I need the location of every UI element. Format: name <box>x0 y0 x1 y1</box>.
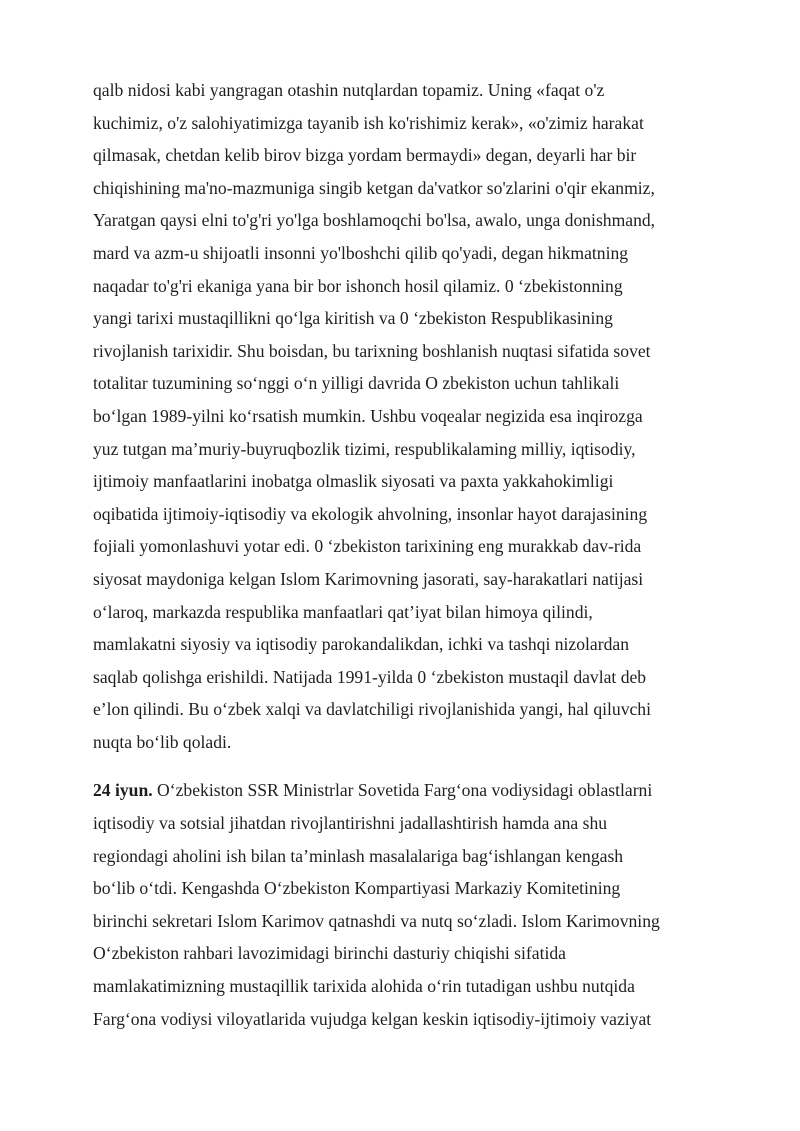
text-line: iqtisodiy va sotsial jihatdan rivojlantirishni jadallashtirish hamda ana shu <box>93 813 608 834</box>
text-line: rivojlanish tarixidir. Shu boisdan, bu tarixning boshlanish nuqtasi sifatida sovet <box>93 340 651 361</box>
text-line-first <box>93 774 713 807</box>
text-line: Yaratgan qaysi elni to'g'ri yo'lga boshlamoqchi bo'lsa, awalo, unga donishmand, <box>93 210 656 231</box>
text-line: O‘zbekiston rahbari lavozimidagi birinchi dasturiy chiqishi sifatida <box>93 943 566 964</box>
paragraph-2 <box>93 774 713 1035</box>
text-line-rest: O‘zbekiston SSR Ministrlar Sovetida Farg‘ona vodiysidagi oblastlarni <box>152 780 653 801</box>
entry-date: 24 iyun. <box>93 780 153 801</box>
text-line: yuz tutgan ma’muriy-buyruqbozlik tizimi, respublikalaming milliy, iqtisodiy, <box>93 438 636 459</box>
text-line: qalb nidosi kabi yangragan otashin nutqlardan topamiz. Uning «faqat o'z <box>93 80 605 100</box>
document-page <box>93 74 713 1035</box>
text-line: o‘laroq, markazda respublika manfaatlari qat’iyat bilan himoya qilindi, <box>93 601 593 622</box>
text-line: chiqishining ma'no-mazmuniga singib ketgan da'vatkor so'zlarini o'qir ekanmiz, <box>93 177 655 198</box>
text-line: bo‘lib o‘tdi. Kengashda O‘zbekiston Kompartiyasi Markaziy Komitetining <box>93 878 621 899</box>
text-line: fojiali yomonlashuvi yotar edi. 0 ‘zbekiston tarixining eng murakkab dav-rida <box>93 536 642 557</box>
paragraph-spacer <box>93 758 713 774</box>
text-line: siyosat maydoniga kelgan Islom Karimovning jasorati, say-harakatlari natijasi <box>93 568 644 589</box>
text-line: birinchi sekretari Islom Karimov qatnashdi va nutq so‘zladi. Islom Karimovning <box>93 910 660 931</box>
text-line: kuchimiz, o'z salohiyatimizga tayanib ish ko'rishimiz kerak», «o'zimiz harakat <box>93 112 644 133</box>
text-line: ijtimoiy manfaatlarini inobatga olmaslik siyosati va paxta yakkahokimligi <box>93 471 614 492</box>
text-line: e’lon qilindi. Bu o‘zbek xalqi va davlatchiligi rivojlanishida yangi, hal qiluvchi <box>93 699 651 720</box>
text-line: mamlakatimizning mustaqillik tarixida alohida o‘rin tutadigan ushbu nutqida <box>93 976 635 997</box>
text-line: nuqta bo‘lib qoladi. <box>93 731 232 752</box>
text-line: oqibatida ijtimoiy-iqtisodiy va ekologik ahvolning, insonlar hayot darajasining <box>93 503 648 524</box>
text-line: regiondagi aholini ish bilan ta’minlash masalalariga bag‘ishlangan kengash <box>93 845 624 866</box>
paragraph-1 <box>93 74 713 758</box>
text-line: mamlakatni siyosiy va iqtisodiy parokandalikdan, ichki va tashqi nizolardan <box>93 634 629 655</box>
text-line: naqadar to'g'ri ekaniga yana bir bor ishonch hosil qilamiz. 0 ‘zbekistonning <box>93 275 623 296</box>
text-line: qilmasak, chetdan kelib birov bizga yordam bermaydi» degan, deyarli har bir <box>93 145 637 166</box>
text-line: yangi tarixi mustaqillikni qo‘lga kiritish va 0 ‘zbekiston Respublikasining <box>93 308 613 329</box>
text-line: totalitar tuzumining so‘nggi o‘n yilligi davrida O zbekiston uchun tahlikali <box>93 373 620 394</box>
text-line: Farg‘ona vodiysi viloyatlarida vujudga kelgan keskin iqtisodiy-ijtimoiy vaziyat <box>93 1008 652 1029</box>
text-line: saqlab qolishga erishildi. Natijada 1991-yilda 0 ‘zbekiston mustaqil davlat deb <box>93 666 647 687</box>
text-line: bo‘lgan 1989-yilni ko‘rsatish mumkin. Ushbu voqealar negizida esa inqirozga <box>93 405 643 426</box>
text-line: mard va azm-u shijoatli insonni yo'lboshchi qilib qo'yadi, degan hikmatning <box>93 242 629 263</box>
